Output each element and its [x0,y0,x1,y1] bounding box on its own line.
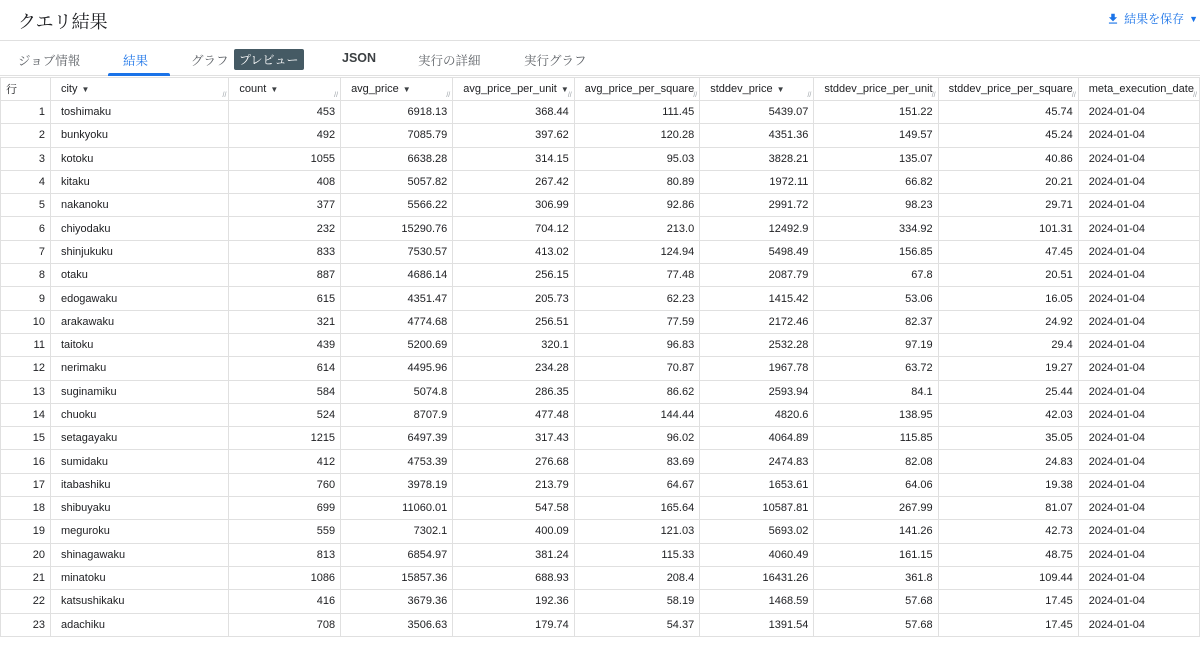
cell-value[interactable]: 377 [229,194,341,217]
table-row [1,170,1200,193]
resize-handle-icon[interactable]: // [446,92,451,99]
resize-handle-icon[interactable]: // [1193,92,1197,99]
cell-value[interactable]: 64.67 [574,473,699,496]
cell-value[interactable]: 24.83 [938,450,1078,473]
cell-value[interactable]: 4064.89 [700,427,814,450]
column-header[interactable]: city ▼ // [50,78,228,101]
column-header[interactable]: meta_execution_date // [1078,78,1199,101]
resize-handle-icon[interactable]: // [1071,92,1076,99]
cell-value[interactable]: 10587.81 [700,497,814,520]
table-row [1,101,1200,124]
cell-value[interactable]: 6918.13 [341,101,453,124]
cell-date[interactable]: 2024-01-04 [1078,380,1199,403]
column-header[interactable]: count ▼ // [229,78,341,101]
tab-execution-details[interactable]: 実行の詳細 [418,54,481,68]
resize-handle-icon[interactable]: // [334,92,339,99]
cell-city[interactable]: shinagawaku [50,543,228,566]
cell-value[interactable]: 584 [229,380,341,403]
row-number: 20 [1,543,51,566]
cell-value[interactable]: 109.44 [938,566,1078,589]
cell-value[interactable]: 70.87 [574,357,699,380]
cell-date[interactable]: 2024-01-04 [1078,613,1199,636]
cell-value[interactable]: 16431.26 [700,566,814,589]
cell-value[interactable]: 40.86 [938,147,1078,170]
row-number: 17 [1,473,51,496]
cell-value[interactable]: 83.69 [574,450,699,473]
cell-value[interactable]: 688.93 [453,566,575,589]
cell-value[interactable]: 5693.02 [700,520,814,543]
cell-value[interactable]: 1967.78 [700,357,814,380]
cell-city[interactable]: nakanoku [50,194,228,217]
cell-value[interactable]: 67.8 [814,264,938,287]
cell-value[interactable]: 2593.94 [700,380,814,403]
cell-value[interactable]: 439 [229,333,341,356]
cell-value[interactable]: 17.45 [938,613,1078,636]
cell-value[interactable]: 12492.9 [700,217,814,240]
cell-value[interactable]: 4686.14 [341,264,453,287]
row-number: 21 [1,566,51,589]
cell-date[interactable]: 2024-01-04 [1078,403,1199,426]
column-header[interactable]: stddev_price_per_square // [938,78,1078,101]
cell-value[interactable]: 111.45 [574,101,699,124]
cell-city[interactable]: suginamiku [50,380,228,403]
cell-value[interactable]: 234.28 [453,357,575,380]
table-row [1,357,1200,380]
cell-value[interactable]: 368.44 [453,101,575,124]
tab-results[interactable]: 結果 [123,54,149,68]
cell-value[interactable]: 121.03 [574,520,699,543]
cell-value[interactable]: 208.4 [574,566,699,589]
row-number: 11 [1,333,51,356]
cell-value[interactable]: 381.24 [453,543,575,566]
cell-value[interactable]: 98.23 [814,194,938,217]
cell-value[interactable]: 334.92 [814,217,938,240]
cell-value[interactable]: 2532.28 [700,333,814,356]
cell-value[interactable]: 57.68 [814,590,938,613]
cell-value[interactable]: 62.23 [574,287,699,310]
cell-value[interactable]: 4820.6 [700,403,814,426]
cell-city[interactable]: arakawaku [50,310,228,333]
cell-value[interactable]: 57.68 [814,613,938,636]
cell-value[interactable]: 15290.76 [341,217,453,240]
cell-value[interactable]: 321 [229,310,341,333]
cell-value[interactable]: 96.83 [574,333,699,356]
cell-city[interactable]: chuoku [50,403,228,426]
cell-value[interactable]: 320.1 [453,333,575,356]
cell-value[interactable]: 24.92 [938,310,1078,333]
cell-value[interactable]: 614 [229,357,341,380]
table-row [1,450,1200,473]
cell-date[interactable]: 2024-01-04 [1078,473,1199,496]
cell-value[interactable]: 97.19 [814,333,938,356]
cell-value[interactable]: 58.19 [574,590,699,613]
resize-handle-icon[interactable]: // [931,92,936,99]
sort-arrow-icon[interactable]: ▼ [270,84,279,94]
cell-value[interactable]: 887 [229,264,341,287]
row-number: 8 [1,264,51,287]
cell-city[interactable]: katsushikaku [50,590,228,613]
cell-date[interactable]: 2024-01-04 [1078,194,1199,217]
table-row [1,473,1200,496]
cell-city[interactable]: bunkyoku [50,124,228,147]
cell-value[interactable]: 86.62 [574,380,699,403]
cell-city[interactable]: nerimaku [50,357,228,380]
cell-value[interactable]: 151.22 [814,101,938,124]
cell-value[interactable]: 63.72 [814,357,938,380]
cell-value[interactable]: 492 [229,124,341,147]
row-number: 18 [1,497,51,520]
cell-value[interactable]: 213.79 [453,473,575,496]
cell-value[interactable]: 81.07 [938,497,1078,520]
cell-value[interactable]: 408 [229,170,341,193]
cell-value[interactable]: 11060.01 [341,497,453,520]
cell-value[interactable]: 82.37 [814,310,938,333]
cell-value[interactable]: 256.15 [453,264,575,287]
cell-value[interactable]: 42.73 [938,520,1078,543]
cell-city[interactable]: otaku [50,264,228,287]
sort-arrow-icon[interactable]: ▼ [402,84,411,94]
cell-value[interactable]: 5200.69 [341,333,453,356]
row-number: 4 [1,170,51,193]
cell-value[interactable]: 267.42 [453,170,575,193]
cell-city[interactable]: kotoku [50,147,228,170]
column-header[interactable]: avg_price_per_unit ▼ // [453,78,575,101]
cell-value[interactable]: 80.89 [574,170,699,193]
cell-value[interactable]: 66.82 [814,170,938,193]
resize-handle-icon[interactable]: // [567,92,572,99]
cell-value[interactable]: 141.26 [814,520,938,543]
cell-value[interactable]: 7085.79 [341,124,453,147]
cell-value[interactable]: 19.38 [938,473,1078,496]
cell-value[interactable]: 4351.36 [700,124,814,147]
cell-value[interactable]: 5074.8 [341,380,453,403]
row-number: 2 [1,124,51,147]
cell-value[interactable]: 3978.19 [341,473,453,496]
cell-value[interactable]: 138.95 [814,403,938,426]
cell-value[interactable]: 286.35 [453,380,575,403]
cell-value[interactable]: 42.03 [938,403,1078,426]
cell-value[interactable]: 15857.36 [341,566,453,589]
cell-value[interactable]: 256.51 [453,310,575,333]
cell-value[interactable]: 559 [229,520,341,543]
table-row [1,287,1200,310]
cell-city[interactable]: shibuyaku [50,497,228,520]
cell-value[interactable]: 29.4 [938,333,1078,356]
cell-value[interactable]: 2087.79 [700,264,814,287]
cell-value[interactable]: 412 [229,450,341,473]
page-header [0,0,1200,41]
cell-date[interactable]: 2024-01-04 [1078,543,1199,566]
cell-value[interactable]: 760 [229,473,341,496]
cell-date[interactable]: 2024-01-04 [1078,170,1199,193]
chevron-down-icon: ▼ [1189,13,1198,24]
column-header[interactable]: stddev_price_per_unit // [814,78,938,101]
cell-value[interactable]: 25.44 [938,380,1078,403]
cell-value[interactable]: 179.74 [453,613,575,636]
resize-handle-icon[interactable]: // [222,92,227,99]
cell-value[interactable]: 7302.1 [341,520,453,543]
cell-value[interactable]: 4060.49 [700,543,814,566]
cell-value[interactable]: 267.99 [814,497,938,520]
cell-value[interactable]: 5498.49 [700,240,814,263]
cell-value[interactable]: 20.51 [938,264,1078,287]
table-row [1,613,1200,636]
cell-value[interactable]: 1468.59 [700,590,814,613]
cell-date[interactable]: 2024-01-04 [1078,357,1199,380]
cell-value[interactable]: 704.12 [453,217,575,240]
cell-value[interactable]: 4495.96 [341,357,453,380]
resize-handle-icon[interactable]: // [693,92,698,99]
cell-value[interactable]: 1653.61 [700,473,814,496]
preview-badge: プレビュー [234,49,304,70]
cell-value[interactable]: 400.09 [453,520,575,543]
cell-value[interactable]: 213.0 [574,217,699,240]
cell-value[interactable]: 5566.22 [341,194,453,217]
cell-value[interactable]: 17.45 [938,590,1078,613]
row-number: 22 [1,590,51,613]
cell-value[interactable]: 547.58 [453,497,575,520]
cell-value[interactable]: 16.05 [938,287,1078,310]
active-tab-indicator [108,73,170,76]
cell-value[interactable]: 149.57 [814,124,938,147]
cell-value[interactable]: 120.28 [574,124,699,147]
sort-arrow-icon[interactable]: ▼ [776,84,785,94]
row-number-header: 行 [1,78,51,101]
table-row [1,590,1200,613]
cell-value[interactable]: 699 [229,497,341,520]
cell-date[interactable]: 2024-01-04 [1078,147,1199,170]
cell-value[interactable]: 84.1 [814,380,938,403]
cell-value[interactable]: 5057.82 [341,170,453,193]
table-row [1,520,1200,543]
cell-value[interactable]: 1972.11 [700,170,814,193]
cell-value[interactable]: 77.59 [574,310,699,333]
cell-value[interactable]: 453 [229,101,341,124]
cell-value[interactable]: 6854.97 [341,543,453,566]
cell-city[interactable]: kitaku [50,170,228,193]
cell-value[interactable]: 276.68 [453,450,575,473]
cell-city[interactable]: itabashiku [50,473,228,496]
column-header[interactable]: avg_price_per_square // [574,78,699,101]
cell-value[interactable]: 833 [229,240,341,263]
cell-value[interactable]: 115.85 [814,427,938,450]
table-row [1,543,1200,566]
cell-value[interactable]: 48.75 [938,543,1078,566]
cell-value[interactable]: 35.05 [938,427,1078,450]
table-row [1,403,1200,426]
table-row [1,380,1200,403]
cell-city[interactable]: meguroku [50,520,228,543]
cell-date[interactable]: 2024-01-04 [1078,566,1199,589]
cell-value[interactable]: 3506.63 [341,613,453,636]
column-header[interactable]: avg_price ▼ // [341,78,453,101]
cell-date[interactable]: 2024-01-04 [1078,590,1199,613]
table-row [1,147,1200,170]
row-number: 14 [1,403,51,426]
table-row [1,264,1200,287]
cell-value[interactable]: 47.45 [938,240,1078,263]
cell-date[interactable]: 2024-01-04 [1078,497,1199,520]
cell-value[interactable]: 232 [229,217,341,240]
cell-value[interactable]: 314.15 [453,147,575,170]
cell-value[interactable]: 205.73 [453,287,575,310]
resize-handle-icon[interactable]: // [807,92,812,99]
cell-value[interactable]: 477.48 [453,403,575,426]
cell-date[interactable]: 2024-01-04 [1078,217,1199,240]
row-number: 3 [1,147,51,170]
cell-date[interactable]: 2024-01-04 [1078,101,1199,124]
cell-value[interactable]: 708 [229,613,341,636]
cell-value[interactable]: 144.44 [574,403,699,426]
cell-city[interactable]: toshimaku [50,101,228,124]
row-number: 1 [1,101,51,124]
cell-value[interactable]: 1215 [229,427,341,450]
cell-city[interactable]: edogawaku [50,287,228,310]
cell-value[interactable]: 3828.21 [700,147,814,170]
cell-value[interactable]: 361.8 [814,566,938,589]
cell-value[interactable]: 156.85 [814,240,938,263]
row-number: 12 [1,357,51,380]
cell-city[interactable]: shinjukuku [50,240,228,263]
cell-value[interactable]: 4753.39 [341,450,453,473]
page-title: クエリ結果 [18,12,108,32]
cell-value[interactable]: 306.99 [453,194,575,217]
cell-value[interactable]: 95.03 [574,147,699,170]
cell-date[interactable]: 2024-01-04 [1078,287,1199,310]
cell-value[interactable]: 96.02 [574,427,699,450]
cell-value[interactable]: 124.94 [574,240,699,263]
cell-date[interactable]: 2024-01-04 [1078,427,1199,450]
download-icon [1106,12,1120,26]
row-number: 10 [1,310,51,333]
cell-value[interactable]: 53.06 [814,287,938,310]
sort-arrow-icon[interactable]: ▼ [81,84,90,94]
cell-value[interactable]: 82.08 [814,450,938,473]
cell-value[interactable]: 135.07 [814,147,938,170]
cell-value[interactable]: 1391.54 [700,613,814,636]
cell-value[interactable]: 4351.47 [341,287,453,310]
cell-date[interactable]: 2024-01-04 [1078,333,1199,356]
cell-value[interactable]: 813 [229,543,341,566]
table-header-row [1,78,1200,101]
cell-value[interactable]: 161.15 [814,543,938,566]
cell-value[interactable]: 317.43 [453,427,575,450]
cell-value[interactable]: 20.21 [938,170,1078,193]
tab-execution-graph[interactable]: 実行グラフ [524,54,587,68]
cell-value[interactable]: 1415.42 [700,287,814,310]
cell-value[interactable]: 416 [229,590,341,613]
result-tabs [0,41,1200,76]
cell-date[interactable]: 2024-01-04 [1078,450,1199,473]
cell-value[interactable]: 3679.36 [341,590,453,613]
cell-value[interactable]: 2474.83 [700,450,814,473]
table-row [1,333,1200,356]
row-number: 19 [1,520,51,543]
cell-value[interactable]: 192.36 [453,590,575,613]
table-row [1,194,1200,217]
cell-city[interactable]: setagayaku [50,427,228,450]
cell-value[interactable]: 6638.28 [341,147,453,170]
cell-value[interactable]: 4774.68 [341,310,453,333]
row-number: 15 [1,427,51,450]
cell-date[interactable]: 2024-01-04 [1078,264,1199,287]
row-number: 7 [1,240,51,263]
cell-value[interactable]: 64.06 [814,473,938,496]
cell-value[interactable]: 29.71 [938,194,1078,217]
table-row [1,240,1200,263]
cell-value[interactable]: 101.31 [938,217,1078,240]
save-results-button[interactable] [1106,10,1200,27]
tab-json[interactable]: JSON [342,51,377,65]
cell-value[interactable]: 397.62 [453,124,575,147]
cell-value[interactable]: 8707.9 [341,403,453,426]
cell-city[interactable]: adachiku [50,613,228,636]
cell-city[interactable]: minatoku [50,566,228,589]
cell-value[interactable]: 19.27 [938,357,1078,380]
row-number: 23 [1,613,51,636]
cell-date[interactable]: 2024-01-04 [1078,310,1199,333]
cell-value[interactable]: 77.48 [574,264,699,287]
row-number: 9 [1,287,51,310]
row-number: 6 [1,217,51,240]
cell-date[interactable]: 2024-01-04 [1078,124,1199,147]
cell-value[interactable]: 6497.39 [341,427,453,450]
cell-value[interactable]: 615 [229,287,341,310]
cell-date[interactable]: 2024-01-04 [1078,520,1199,543]
cell-city[interactable]: chiyodaku [50,217,228,240]
row-number: 5 [1,194,51,217]
row-number: 13 [1,380,51,403]
table-row [1,427,1200,450]
cell-value[interactable]: 1086 [229,566,341,589]
table-row [1,124,1200,147]
cell-value[interactable]: 54.37 [574,613,699,636]
cell-value[interactable]: 45.24 [938,124,1078,147]
save-results-label: 結果を保存 [1124,12,1185,26]
cell-value[interactable]: 165.64 [574,497,699,520]
sort-arrow-icon[interactable]: ▼ [560,84,569,94]
cell-value[interactable]: 92.86 [574,194,699,217]
cell-value[interactable]: 115.33 [574,543,699,566]
cell-value[interactable]: 2991.72 [700,194,814,217]
cell-date[interactable]: 2024-01-04 [1078,240,1199,263]
cell-value[interactable]: 2172.46 [700,310,814,333]
table-row [1,310,1200,333]
cell-city[interactable]: sumidaku [50,450,228,473]
cell-value[interactable]: 45.74 [938,101,1078,124]
cell-value[interactable]: 413.02 [453,240,575,263]
cell-value[interactable]: 5439.07 [700,101,814,124]
tab-job-info[interactable]: ジョブ情報 [18,54,81,68]
table-body [1,101,1200,637]
row-number: 16 [1,450,51,473]
cell-value[interactable]: 524 [229,403,341,426]
table-row [1,217,1200,240]
cell-city[interactable]: taitoku [50,333,228,356]
column-header[interactable]: stddev_price ▼ // [700,78,814,101]
table-row [1,566,1200,589]
cell-value[interactable]: 1055 [229,147,341,170]
results-table [0,77,1200,637]
tab-chart[interactable]: グラフ [191,54,229,68]
table-row [1,497,1200,520]
cell-value[interactable]: 7530.57 [341,240,453,263]
